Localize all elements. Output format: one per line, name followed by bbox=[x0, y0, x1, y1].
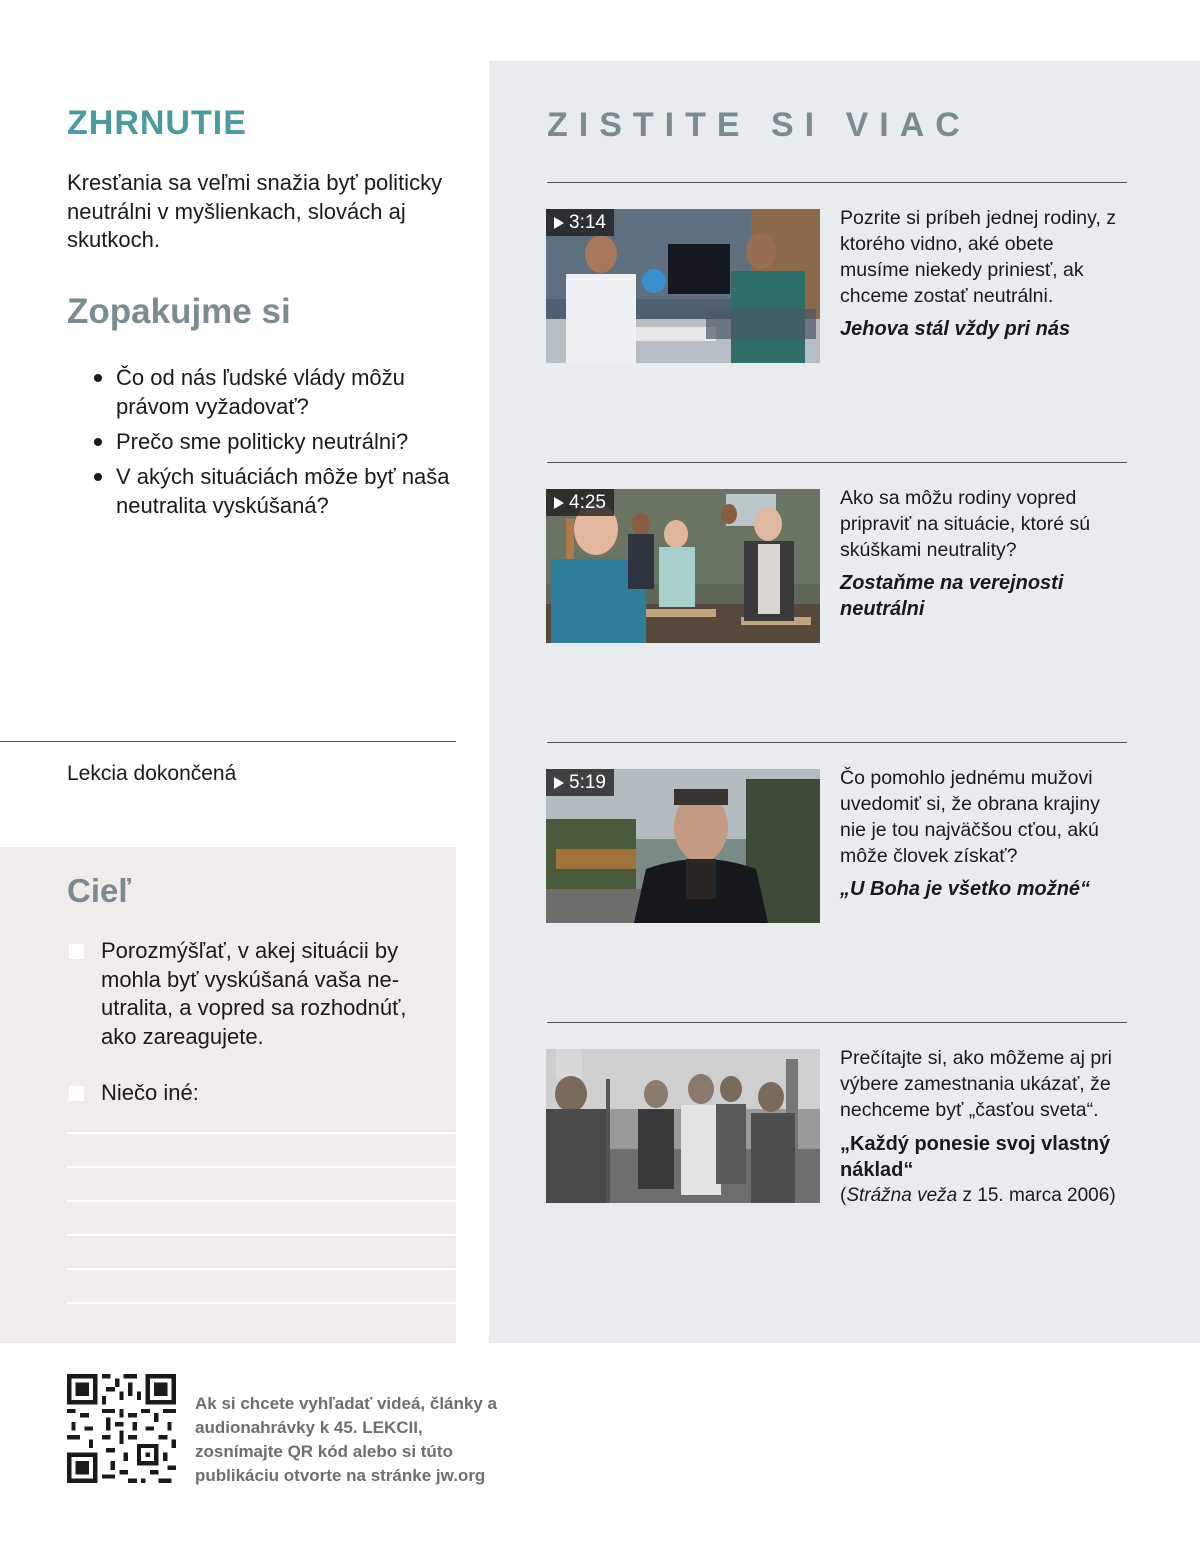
review-question-text: Čo od nás ľudské vlády môžu právom vyžadovať? bbox=[116, 365, 405, 419]
video-thumbnail[interactable] bbox=[546, 489, 820, 643]
divider bbox=[547, 742, 1127, 743]
video-duration: 3:14 bbox=[546, 209, 614, 236]
summary-heading: ZHRNUTIE bbox=[67, 104, 247, 142]
goal-item-text: Niečo iné: bbox=[101, 1080, 199, 1105]
footer-note: Ak si chcete vyhľadať videá, články a audionahrávky k 45. LEKCII, zosnímajte QR kód alebo si túto publikáciu otvorte na stránke jw.org bbox=[195, 1394, 497, 1485]
writing-line[interactable] bbox=[67, 1302, 456, 1304]
writing-line[interactable] bbox=[67, 1234, 456, 1236]
play-icon bbox=[554, 497, 564, 509]
goal-item-text: Porozmýšľať, v akej situácii by mohla byť vyskúšaná vaša ne- utralita, a vopred sa rozhodnúť, ako zareagujete. bbox=[101, 938, 407, 1049]
item-description: Čo pomohlo jednému mužovi uvedomiť si, že obrana krajiny nie je tou najväčšou cťou, akú môže človek získať? bbox=[840, 767, 1100, 867]
goal-item[interactable] bbox=[67, 937, 447, 1051]
item-description: Pozrite si príbeh jednej rodiny, z ktorého vidno, aké obete musíme niekedy priniesť, ak chceme zostať neutrálni. bbox=[840, 207, 1117, 307]
video-thumbnail[interactable] bbox=[546, 209, 820, 363]
writing-line[interactable] bbox=[67, 1268, 456, 1270]
writing-line[interactable] bbox=[67, 1166, 456, 1168]
article-link[interactable]: „Každý ponesie svoj vlastný náklad“ bbox=[840, 1133, 1111, 1181]
find-more-heading: ZISTITE SI VIAC bbox=[547, 106, 971, 144]
play-icon bbox=[554, 217, 564, 229]
video-link[interactable]: Zostaňme na verejnosti neutrálni bbox=[840, 572, 1064, 620]
review-questions bbox=[90, 363, 450, 526]
play-icon bbox=[554, 777, 564, 789]
video-link[interactable]: Jehova stál vždy pri nás bbox=[840, 318, 1071, 340]
bullet-icon bbox=[94, 438, 102, 446]
qr-code-icon[interactable] bbox=[67, 1374, 176, 1483]
video-duration: 5:19 bbox=[546, 769, 614, 796]
item-description: Prečítajte si, ako môžeme aj pri výbere zamestnania ukázať, že nechceme byť „časťou sveta“. bbox=[840, 1047, 1113, 1121]
article-source: (Strážna veža z 15. marca 2006) bbox=[840, 1185, 1116, 1206]
video-thumbnail[interactable] bbox=[546, 769, 820, 923]
bullet-icon bbox=[94, 473, 102, 481]
goal-heading: Cieľ bbox=[67, 872, 132, 909]
divider bbox=[547, 182, 1127, 183]
summary-text: Kresťania sa veľmi snažia byť politicky neutrálni v myšlienkach, slovách aj skutkoch. bbox=[67, 170, 443, 252]
review-question bbox=[90, 427, 450, 456]
item-description: Ako sa môžu rodiny vopred pripraviť na situácie, ktoré sú skúškami neutrality? bbox=[840, 487, 1091, 561]
divider bbox=[547, 1022, 1127, 1023]
review-question-text: Prečo sme politicky neutrálni? bbox=[116, 429, 409, 454]
divider bbox=[547, 462, 1127, 463]
checkbox-icon[interactable] bbox=[69, 1086, 84, 1101]
writing-line[interactable] bbox=[67, 1132, 456, 1134]
writing-line[interactable] bbox=[67, 1200, 456, 1202]
biblical-scene-image bbox=[546, 1049, 820, 1203]
review-heading: Zopakujme si bbox=[67, 292, 291, 331]
review-question bbox=[90, 462, 450, 520]
checkbox-icon[interactable] bbox=[69, 944, 84, 959]
goal-item-other[interactable] bbox=[67, 1079, 447, 1108]
review-question-text: V akých situáciách môže byť naša neutralita vyskúšaná? bbox=[116, 464, 450, 518]
review-question bbox=[90, 363, 450, 421]
video-duration: 4:25 bbox=[546, 489, 614, 516]
divider bbox=[0, 741, 456, 742]
article-thumbnail[interactable] bbox=[546, 1049, 820, 1203]
video-link[interactable]: „U Boha je všetko možné“ bbox=[840, 878, 1091, 900]
bullet-icon bbox=[94, 374, 102, 382]
lesson-status: Lekcia dokončená bbox=[67, 762, 237, 785]
